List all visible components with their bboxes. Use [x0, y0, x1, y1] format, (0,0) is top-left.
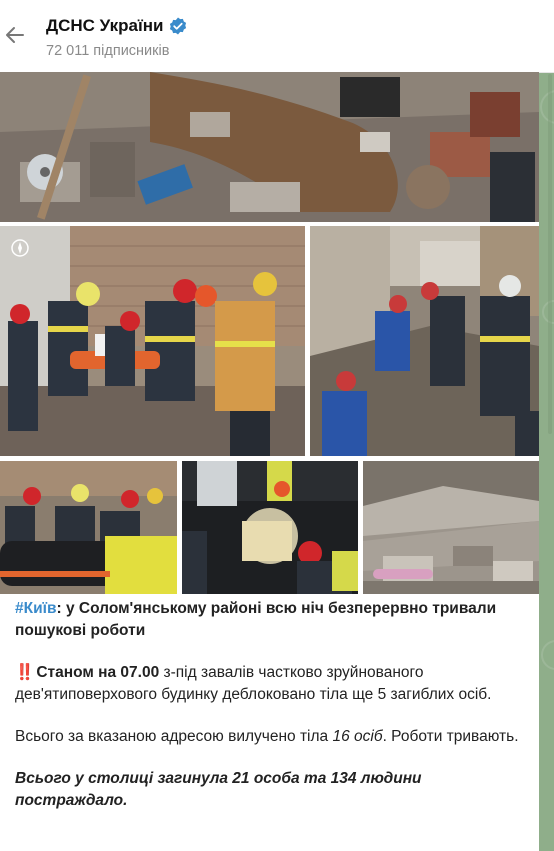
paragraph-1-text: з-під завалів частково зруйнованого дев'ятиповерхового будинку деблоковано тіла ще 5 загиблих осіб.	[15, 664, 492, 703]
photo-rescuers-ruins[interactable]	[310, 226, 539, 456]
post-paragraph-2	[15, 726, 527, 748]
paragraph-2-text-b: . Роботи тривають.	[382, 728, 519, 745]
back-arrow-icon[interactable]	[4, 24, 26, 46]
time-stamp-bold: Станом на 07.00	[36, 664, 160, 681]
paragraph-2-italic: 16 осіб	[332, 728, 383, 745]
channel-name[interactable]: ДСНС України	[46, 16, 164, 35]
photo-rescuers-stretcher[interactable]	[0, 226, 305, 456]
hashtag-link[interactable]: #Київ	[15, 600, 57, 617]
channel-title-row[interactable]	[46, 15, 187, 37]
message-text	[15, 598, 527, 832]
photo-rescuers-bodybag[interactable]	[0, 461, 177, 594]
chat-header	[0, 0, 554, 73]
scrollbar[interactable]	[548, 74, 552, 434]
dsns-emblem-icon	[10, 238, 30, 258]
photo-rubble-debris[interactable]	[0, 72, 539, 222]
verified-badge-icon	[169, 17, 187, 35]
post-paragraph-3: Всього у столиці загинула 21 особа та 134 людини постраждало.	[15, 770, 422, 809]
headline-text: : у Солом'янському районі всю ніч безперервно тривали пошукові роботи	[15, 600, 497, 639]
post-paragraph-1	[15, 662, 527, 706]
post-headline	[15, 598, 527, 642]
message-bubble	[0, 72, 539, 851]
photo-collapsed-floors[interactable]	[363, 461, 539, 594]
watermark-logo	[10, 238, 30, 258]
photo-album	[0, 72, 539, 594]
wallpaper-doodle	[541, 640, 554, 670]
subscriber-count: 72 011 підписників	[46, 43, 170, 59]
photo-night-rescue[interactable]	[182, 461, 358, 594]
double-exclamation-icon: ‼️	[15, 664, 33, 681]
paragraph-2-text-a: Всього за вказаною адресою вилучено тіла	[15, 728, 333, 745]
